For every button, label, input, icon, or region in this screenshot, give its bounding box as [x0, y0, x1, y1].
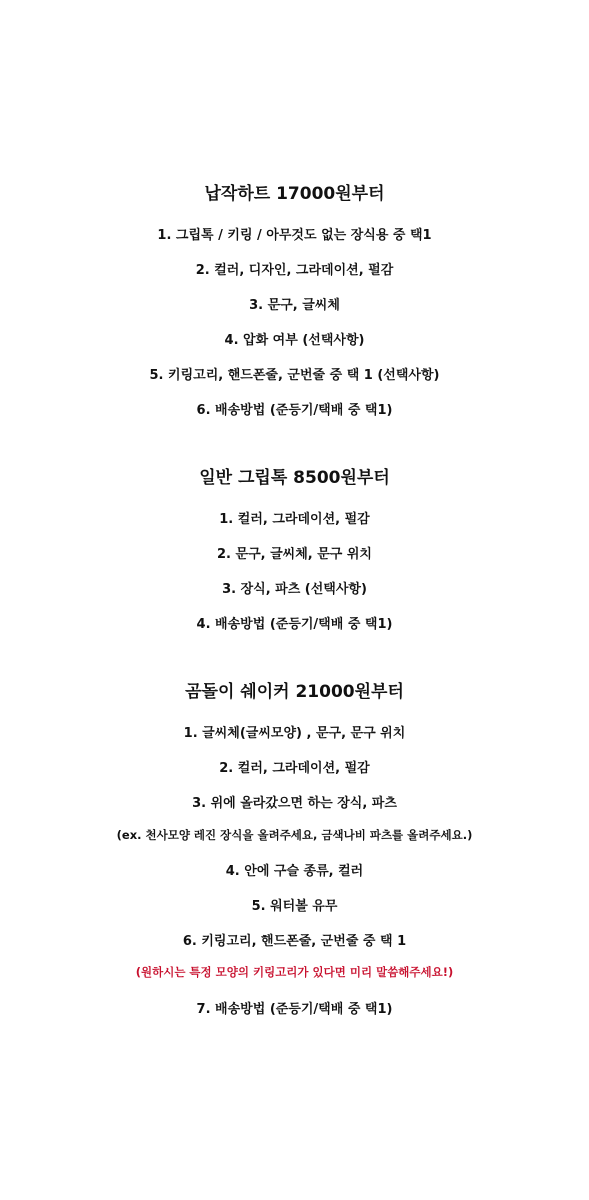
list-item: 1. 그립톡 / 키링 / 아무것도 없는 장식용 중 택1	[157, 228, 432, 243]
list-item: 1. 글씨체(글씨모양) , 문구, 문구 위치	[183, 726, 406, 741]
list-item: 2. 컬러, 디자인, 그라데이션, 펄감	[195, 263, 394, 278]
list-item: 4. 안에 구슬 종류, 컬러	[225, 864, 364, 879]
keyring-request-note: (원하시는 특정 모양의 키링고리가 있다면 미리 말씀해주세요!)	[135, 965, 454, 979]
section-title-bear-shaker: 곰돌이 쉐이커 21000원부터	[185, 682, 404, 702]
list-item: 4. 배송방법 (준등기/택배 중 택1)	[196, 617, 393, 632]
list-item: 5. 워터볼 유무	[251, 899, 338, 914]
section-title-flat-heart: 납작하트 17000원부터	[204, 184, 385, 204]
list-item: 3. 장식, 파츠 (선택사항)	[222, 582, 367, 597]
example-note: (ex. 천사모양 레진 장식을 올려주세요, 금색나비 파츠를 올려주세요.)	[116, 828, 473, 842]
list-item: 2. 문구, 글씨체, 문구 위치	[217, 547, 372, 562]
list-item: 3. 위에 올라갔으면 하는 장식, 파츠	[192, 796, 397, 811]
list-item: 6. 배송방법 (준등기/택배 중 택1)	[196, 403, 393, 418]
section-title-grip-tok: 일반 그립톡 8500원부터	[199, 468, 390, 488]
list-item: 5. 키링고리, 핸드폰줄, 군번줄 중 택 1 (선택사항)	[149, 368, 440, 383]
list-item: 4. 압화 여부 (선택사항)	[224, 333, 365, 348]
list-item: 1. 컬러, 그라데이션, 펄감	[219, 512, 370, 527]
list-item: 2. 컬러, 그라데이션, 펄감	[219, 761, 370, 776]
list-item: 3. 문구, 글씨체	[249, 298, 340, 313]
list-item: 6. 키링고리, 핸드폰줄, 군번줄 중 택 1	[182, 934, 407, 949]
list-item: 7. 배송방법 (준등기/택배 중 택1)	[196, 1002, 393, 1017]
